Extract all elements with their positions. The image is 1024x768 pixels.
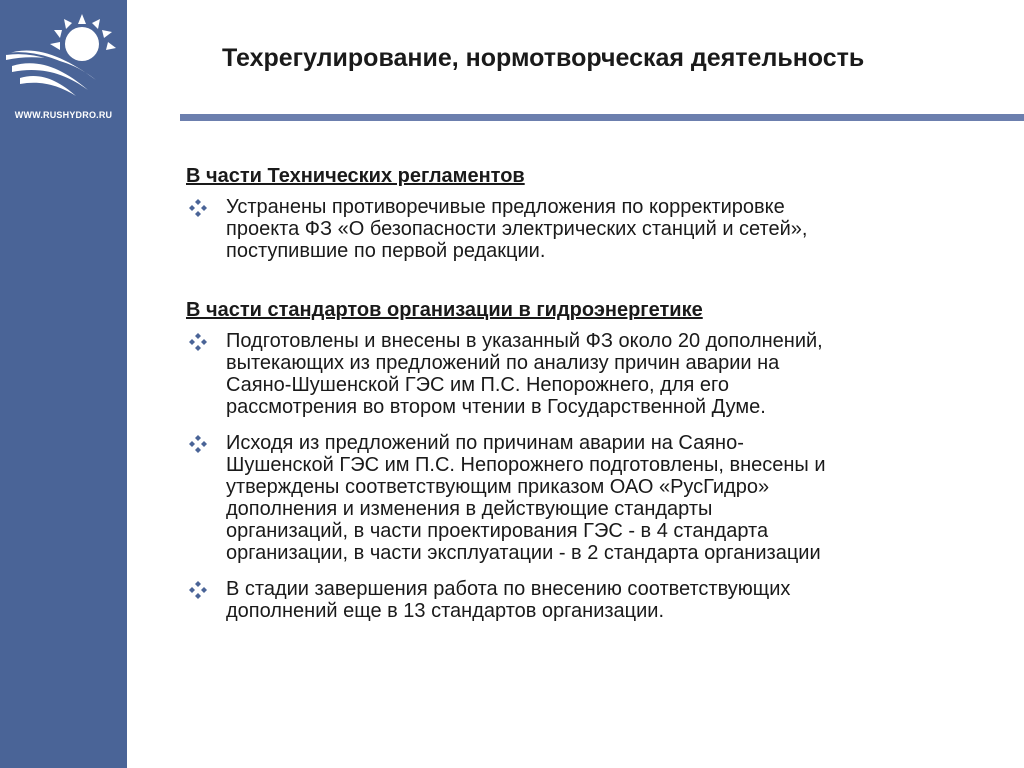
list-item <box>186 330 1006 418</box>
bullet-text: В стадии завершения работа по внесению соответствующих дополнений еще в 13 стандартов организации. <box>226 578 791 622</box>
diamond-bullet-icon <box>188 434 208 454</box>
diamond-bullet-icon <box>188 332 208 352</box>
bullet-text: Устранены противоречивые предложения по корректировке проекта ФЗ «О безопасности электрических станций и сетей», поступившие по первой редакции. <box>226 196 808 262</box>
bullet-text: Подготовлены и внесены в указанный ФЗ около 20 дополнений, вытекающих из предложений по анализу причин аварии на Саяно-Шушенской ГЭС им П.С. Непорожнего, для его рассмотрения во втором чтении в Государственной Думе. <box>226 330 823 418</box>
slide-body <box>186 164 1006 622</box>
section-heading-tech-regulations: В части Технических регламентов <box>186 165 525 187</box>
list-item <box>186 196 1006 262</box>
sidebar-band <box>0 0 127 768</box>
diamond-bullet-icon <box>188 198 208 218</box>
list-item <box>186 432 1006 564</box>
rushydro-logo-icon <box>4 10 124 100</box>
list-item <box>186 578 1006 622</box>
diamond-bullet-icon <box>188 580 208 600</box>
site-url[interactable]: WWW.RUSHYDRO.RU <box>14 110 113 120</box>
title-underline-bar <box>180 114 1024 121</box>
section-heading-org-standards: В части стандартов организации в гидроэнергетике <box>186 299 703 321</box>
bullet-text: Исходя из предложений по причинам аварии на Саяно- Шушенской ГЭС им П.С. Непорожнего подготовлены, внесены и утверждены соответствующим приказом ОАО «РусГидро» дополнения и изменения в действующие стандарты организаций, в части проектирования ГЭС - в 4 стандарта организации, в части эксплуатации - в 2 стандарта организации <box>226 432 826 564</box>
slide-title: Техрегулирование, нормотворческая деятельность <box>222 44 865 72</box>
